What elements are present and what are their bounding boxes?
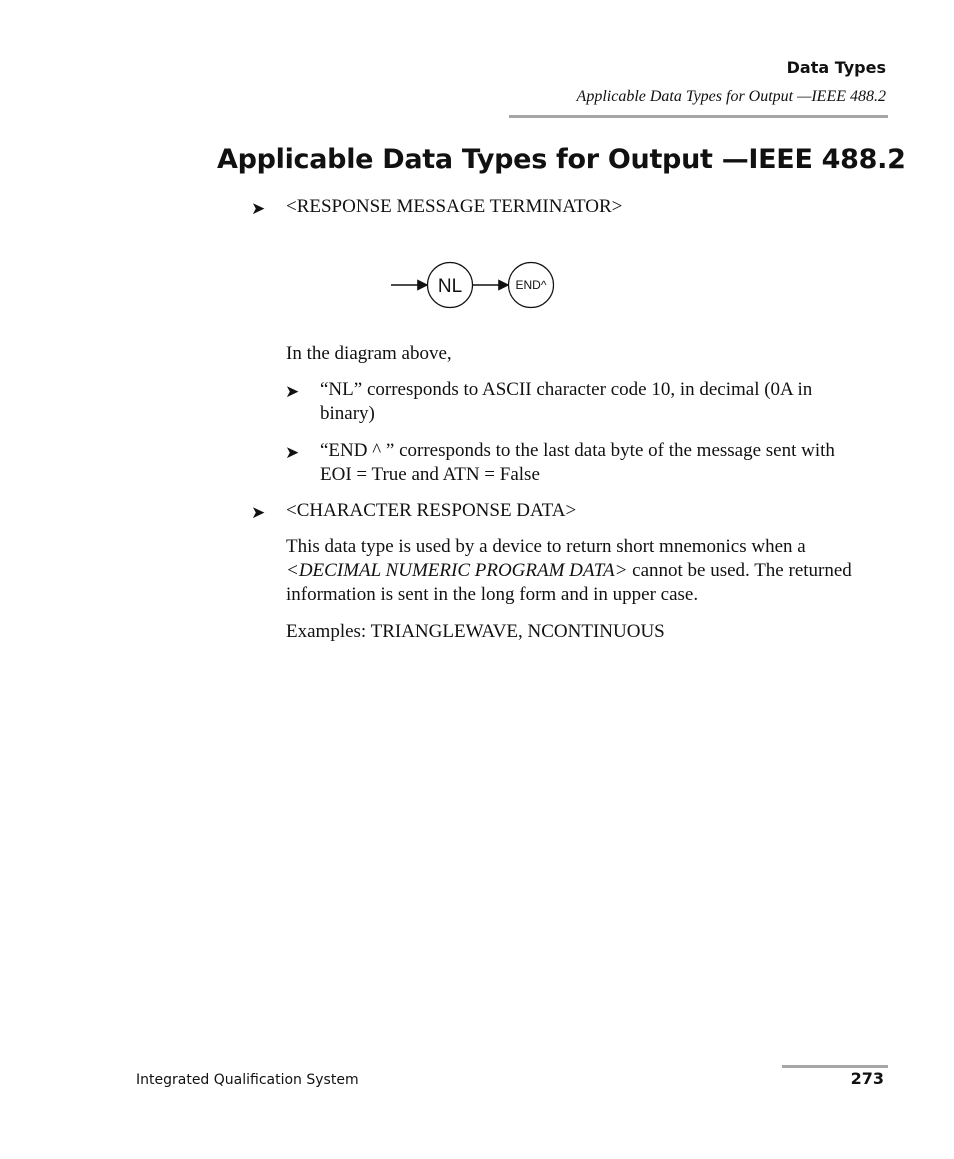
running-header-section: Data Types <box>786 58 886 77</box>
page-title: Applicable Data Types for Output —IEEE 488.2 <box>217 144 906 175</box>
footer-rule <box>782 1065 888 1068</box>
description-line2-rest: cannot be used. The returned <box>627 560 852 581</box>
sub-item-nl-line2: binary) <box>320 403 375 424</box>
item-response-message-terminator: <RESPONSE MESSAGE TERMINATOR> <box>286 196 623 217</box>
sub-item-nl <box>320 378 812 426</box>
response-terminator-diagram <box>388 258 558 312</box>
bullet-arrow-icon: ➤ <box>285 443 300 463</box>
character-response-description <box>286 535 852 607</box>
examples-line: Examples: TRIANGLEWAVE, NCONTINUOUS <box>286 621 665 642</box>
description-line1: This data type is used by a device to return short mnemonics when a <box>286 536 806 557</box>
diagram-intro: In the diagram above, <box>286 343 452 364</box>
bullet-arrow-icon: ➤ <box>251 199 266 219</box>
sub-item-end <box>320 439 835 487</box>
bullet-arrow-icon: ➤ <box>251 503 266 523</box>
sub-item-end-line1: “END ^ ” corresponds to the last data byte of the message sent with <box>320 440 835 461</box>
item-character-response-data: <CHARACTER RESPONSE DATA> <box>286 500 577 521</box>
page-number: 273 <box>850 1069 884 1088</box>
decimal-numeric-reference: <DECIMAL NUMERIC PROGRAM DATA> <box>286 560 628 581</box>
description-line3: information is sent in the long form and in upper case. <box>286 584 699 605</box>
bullet-arrow-icon: ➤ <box>285 382 300 402</box>
sub-item-nl-line1: “NL” corresponds to ASCII character code 10, in decimal (0A in <box>320 379 813 400</box>
header-rule <box>509 115 888 118</box>
sub-item-end-line2: EOI = True and ATN = False <box>320 464 540 485</box>
diagram-node-end-label: END^ <box>515 278 547 292</box>
diagram-node-nl-label: NL <box>437 276 463 297</box>
description-line2 <box>286 559 852 583</box>
running-header-subsection: Applicable Data Types for Output —IEEE 488.2 <box>576 88 886 105</box>
footer-product-name: Integrated Qualification System <box>136 1072 359 1088</box>
